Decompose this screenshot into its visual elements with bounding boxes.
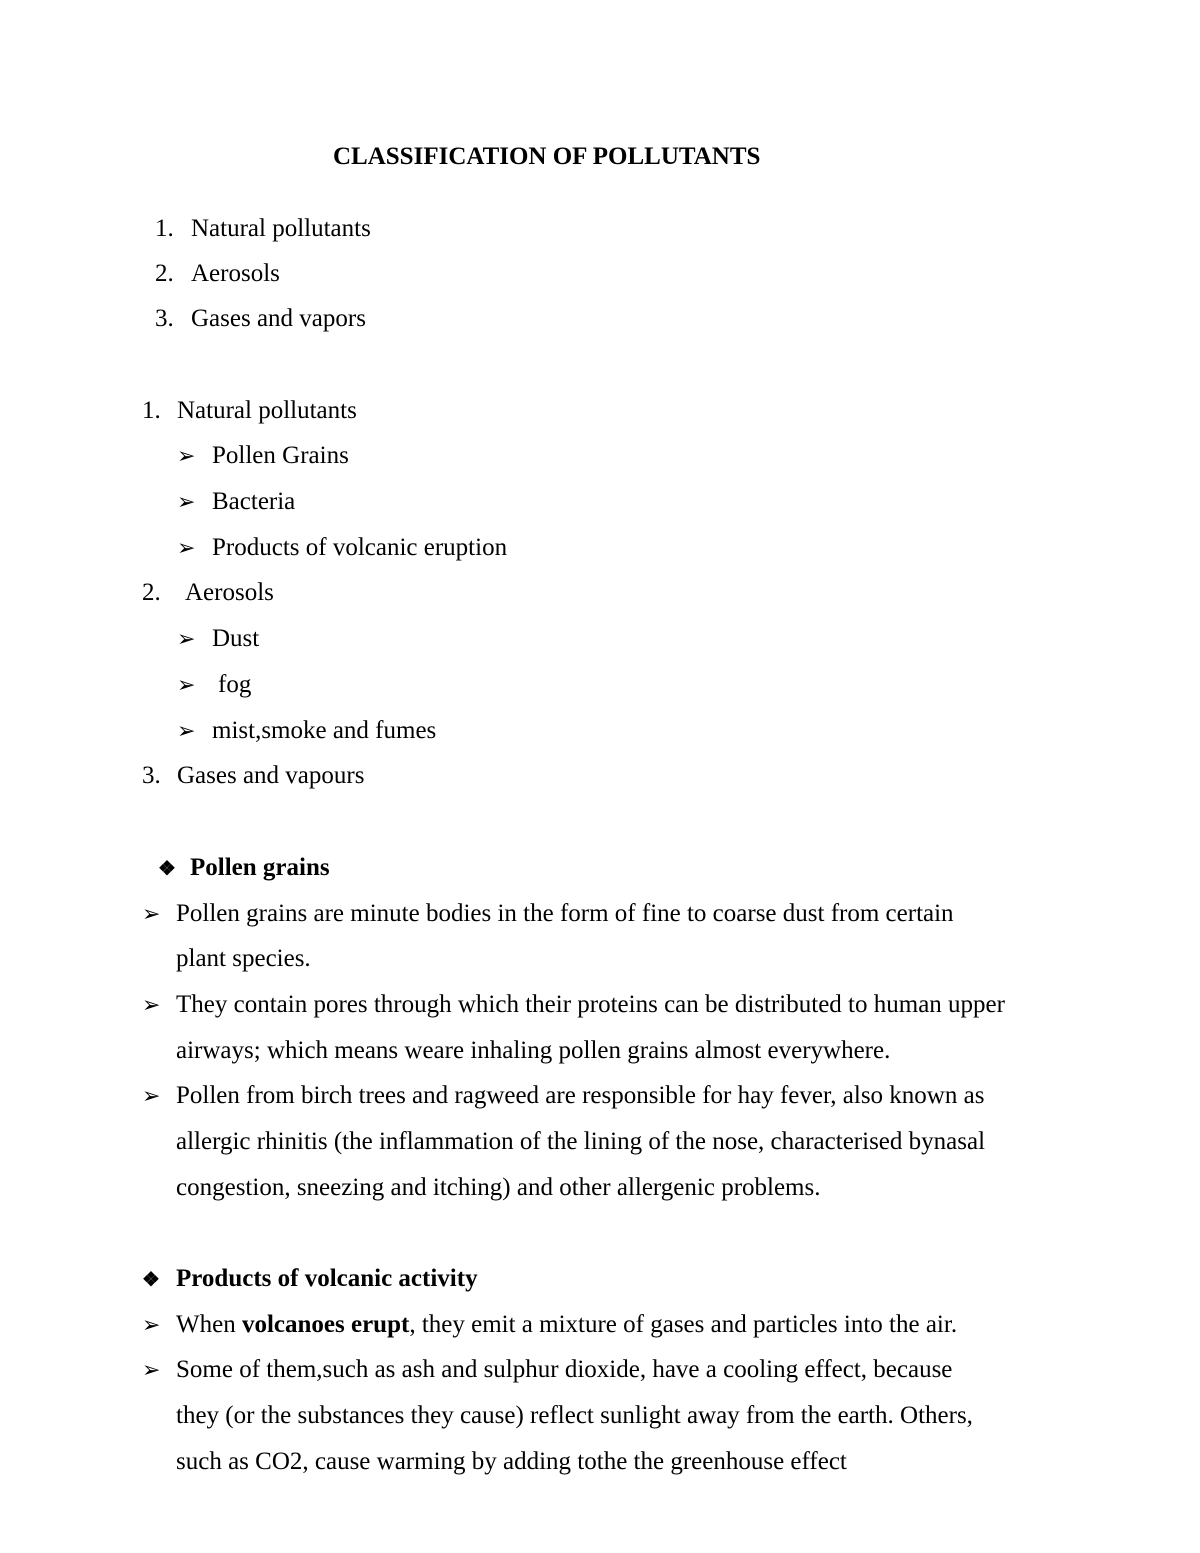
list-number: 2. xyxy=(142,579,161,606)
sub-list-item xyxy=(177,533,508,563)
list-item xyxy=(142,761,365,791)
arrow-bullet-icon: ➢ xyxy=(177,626,196,651)
list-number: 3. xyxy=(155,305,174,332)
arrow-bullet-icon: ➢ xyxy=(142,1083,161,1108)
paragraph-line: allergic rhinitis (the inflammation of the lining of the nose, characterised bynasal xyxy=(176,1128,986,1155)
sub-list-item xyxy=(177,670,252,700)
arrow-bullet-icon: ➢ xyxy=(142,1357,161,1382)
list-text: Gases and vapors xyxy=(191,305,366,332)
list-item xyxy=(142,578,274,608)
paragraph-line: airways; which means weare inhaling pollen grains almost everywhere. xyxy=(176,1037,891,1064)
arrow-bullet-icon: ➢ xyxy=(177,718,196,743)
paragraph-line: Pollen from birch trees and ragweed are responsible for hay fever, also known as xyxy=(176,1082,985,1109)
sub-item-text: Bacteria xyxy=(212,488,296,515)
bold-term: volcanoes erupt xyxy=(241,1311,410,1338)
list-text: Gases and vapours xyxy=(177,762,365,789)
section-heading-text: Products of volcanic activity xyxy=(176,1265,478,1292)
sub-list-item xyxy=(177,441,349,471)
paragraph-line xyxy=(176,1310,957,1340)
sub-item-text: Pollen Grains xyxy=(212,442,349,469)
paragraph-line: congestion, sneezing and itching) and other allergenic problems. xyxy=(176,1174,821,1201)
list-number: 1. xyxy=(142,397,161,424)
list-item xyxy=(155,304,366,334)
list-number: 2. xyxy=(155,260,174,287)
arrow-bullet-icon: ➢ xyxy=(177,672,196,697)
sub-item-text: Dust xyxy=(212,625,260,652)
list-text: Aerosols xyxy=(191,260,280,287)
arrow-bullet-icon: ➢ xyxy=(142,1312,161,1337)
diamond-bullet-icon: ❖ xyxy=(142,1269,160,1291)
paragraph-line: Pollen grains are minute bodies in the form of fine to coarse dust from certain xyxy=(176,900,954,927)
list-item xyxy=(155,259,280,289)
sub-list-item xyxy=(177,716,437,746)
section-heading-text: Pollen grains xyxy=(190,854,330,881)
list-text: Natural pollutants xyxy=(191,215,371,242)
paragraph-line: such as CO2, cause warming by adding tothe the greenhouse effect xyxy=(176,1448,847,1475)
diamond-bullet-icon: ❖ xyxy=(158,858,176,880)
text-run: , they emit a mixture of gases and particles into the air. xyxy=(409,1311,958,1338)
section-heading xyxy=(142,1264,478,1295)
paragraph-line: Some of them,such as ash and sulphur dioxide, have a cooling effect, because xyxy=(176,1356,953,1383)
page-title: CLASSIFICATION OF POLLUTANTS xyxy=(333,143,761,170)
arrow-bullet-icon: ➢ xyxy=(142,992,161,1017)
list-item xyxy=(142,396,357,426)
paragraph-line: they (or the substances they cause) reflect sunlight away from the earth. Others, xyxy=(176,1402,973,1429)
text-run: When xyxy=(176,1311,242,1338)
list-text: Natural pollutants xyxy=(177,397,357,424)
sub-item-text: mist,smoke and fumes xyxy=(212,717,437,744)
sub-list-item xyxy=(177,487,296,517)
list-text: Aerosols xyxy=(185,579,274,606)
arrow-bullet-icon: ➢ xyxy=(177,443,196,468)
arrow-bullet-icon: ➢ xyxy=(177,535,196,560)
arrow-bullet-icon: ➢ xyxy=(177,489,196,514)
list-number: 3. xyxy=(142,762,161,789)
section-heading xyxy=(158,853,330,884)
sub-list-item xyxy=(177,624,260,654)
arrow-bullet-icon: ➢ xyxy=(142,901,161,926)
sub-item-text: fog xyxy=(218,671,252,698)
sub-item-text: Products of volcanic eruption xyxy=(212,534,508,561)
paragraph-line: They contain pores through which their proteins can be distributed to human upper xyxy=(176,991,1005,1018)
list-number: 1. xyxy=(155,215,174,242)
list-item xyxy=(155,214,371,244)
paragraph-line: plant species. xyxy=(176,945,311,972)
